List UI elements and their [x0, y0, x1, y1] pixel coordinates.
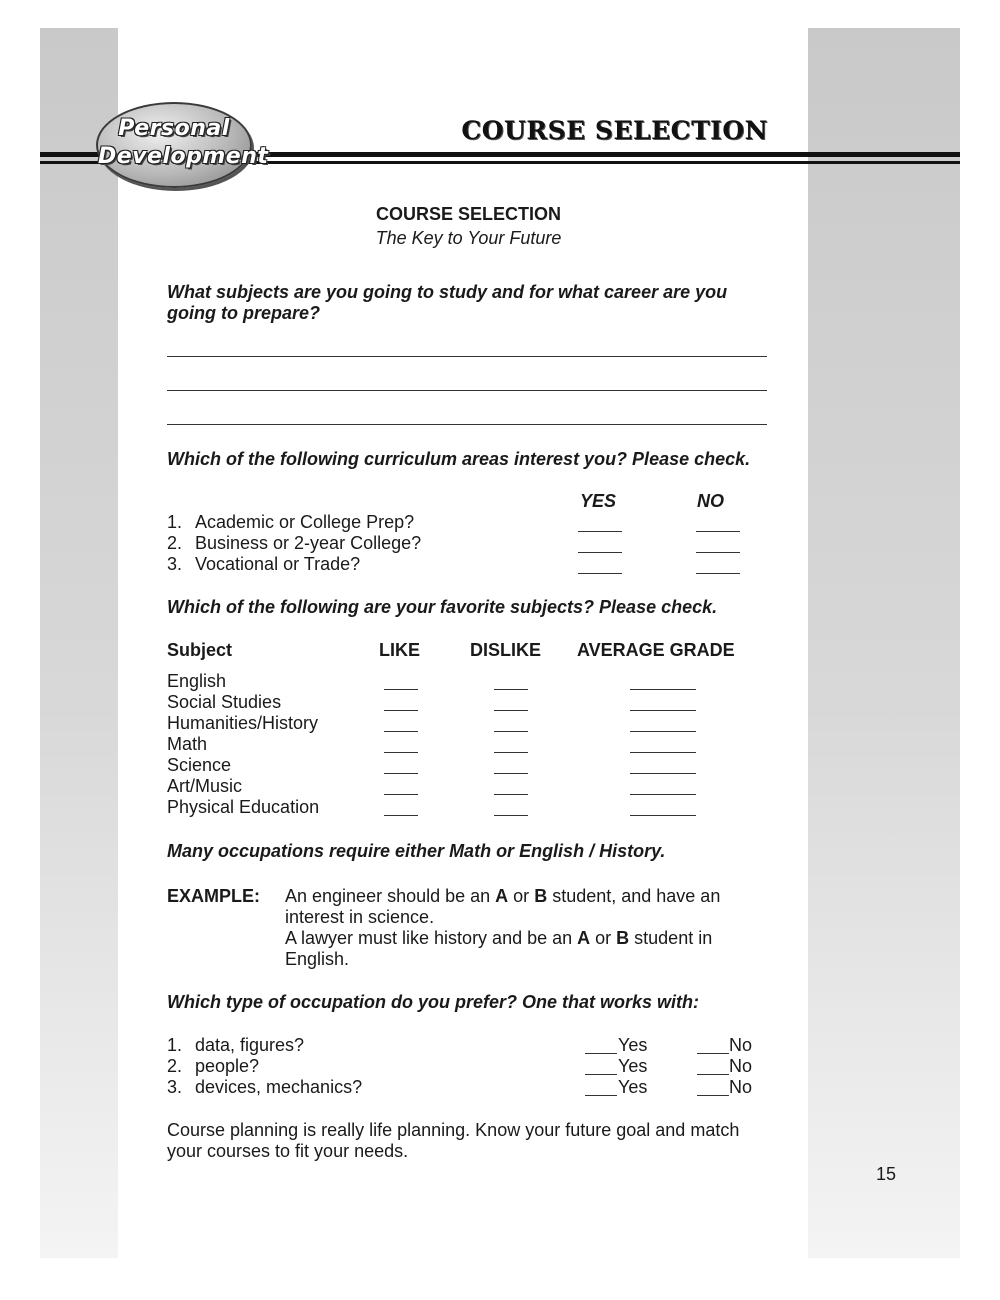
dislike-column-header: DISLIKE [470, 640, 542, 660]
yes-label: Yes [618, 1077, 648, 1097]
no-blank[interactable] [697, 1095, 729, 1096]
no-label: No [729, 1035, 753, 1055]
curriculum-item: 1. Academic or College Prep? [167, 512, 415, 532]
dislike-blank[interactable] [494, 794, 528, 795]
dislike-blank[interactable] [494, 710, 528, 711]
no-column-header: NO [697, 491, 724, 511]
occupation-item: 1. data, figures? [167, 1035, 305, 1055]
subject-row: Physical Education [167, 797, 320, 817]
grade-blank[interactable] [630, 689, 696, 690]
question-favorite-subjects: Which of the following are your favorite subjects? Please check. [167, 597, 718, 617]
no-blank[interactable] [697, 1074, 729, 1075]
grade-blank[interactable] [630, 752, 696, 753]
yes-blank[interactable] [585, 1074, 617, 1075]
no-label: No [729, 1056, 753, 1076]
like-blank[interactable] [384, 752, 418, 753]
grade-blank[interactable] [630, 773, 696, 774]
title-block [167, 202, 770, 250]
occupation-item: 3. devices, mechanics? [167, 1077, 363, 1097]
yes-label: Yes [618, 1056, 648, 1076]
answer-line[interactable] [167, 390, 767, 391]
section-subtitle: The Key to Your Future [375, 228, 562, 248]
like-column-header: LIKE [379, 640, 421, 660]
yes-checkbox-line[interactable] [578, 531, 622, 532]
like-blank[interactable] [384, 794, 418, 795]
grade-blank[interactable] [630, 731, 696, 732]
yes-column-header: YES [580, 491, 617, 511]
subject-row: Humanities/History [167, 713, 319, 733]
subject-row: English [167, 671, 227, 691]
grade-column-header: AVERAGE GRADE [577, 640, 735, 660]
answer-line[interactable] [167, 356, 767, 357]
grade-blank[interactable] [630, 794, 696, 795]
dislike-blank[interactable] [494, 731, 528, 732]
question-occupation-type: Which type of occupation do you prefer? One that works with: [167, 992, 700, 1012]
page-number: 15 [876, 1164, 897, 1184]
dislike-blank[interactable] [494, 815, 528, 816]
logo-line-1: Personal [118, 116, 230, 141]
yes-label: Yes [618, 1035, 648, 1055]
left-gray-band [40, 28, 118, 1258]
curriculum-item: 3. Vocational or Trade? [167, 554, 361, 574]
like-blank[interactable] [384, 689, 418, 690]
no-checkbox-line[interactable] [696, 552, 740, 553]
page-header-title: COURSE SELECTION [461, 116, 768, 145]
subject-row: Math [167, 734, 208, 754]
like-blank[interactable] [384, 710, 418, 711]
yes-blank[interactable] [585, 1095, 617, 1096]
yes-blank[interactable] [585, 1053, 617, 1054]
grade-blank[interactable] [630, 815, 696, 816]
no-blank[interactable] [697, 1053, 729, 1054]
personal-development-logo [96, 102, 269, 188]
like-blank[interactable] [384, 815, 418, 816]
section-heading: COURSE SELECTION [375, 204, 562, 224]
like-blank[interactable] [384, 773, 418, 774]
subject-row: Social Studies [167, 692, 282, 712]
dislike-blank[interactable] [494, 752, 528, 753]
dislike-blank[interactable] [494, 773, 528, 774]
curriculum-item: 2. Business or 2-year College? [167, 533, 422, 553]
no-checkbox-line[interactable] [696, 531, 740, 532]
subject-column-header: Subject [167, 640, 233, 660]
no-label: No [729, 1077, 753, 1097]
subject-row: Science [167, 755, 232, 775]
example-text: An engineer should be an A or B student, and have an interest in science. A lawyer must like history and be an A or B student in English. [285, 886, 721, 969]
answer-line[interactable] [167, 424, 767, 425]
logo-line-2: Development [98, 144, 269, 169]
no-checkbox-line[interactable] [696, 573, 740, 574]
closing-text: Course planning is really life planning. Know your future goal and match your courses to fit your needs. [167, 1120, 740, 1161]
grade-blank[interactable] [630, 710, 696, 711]
dislike-blank[interactable] [494, 689, 528, 690]
occupation-note: Many occupations require either Math or English / History. [167, 841, 666, 861]
example-label: EXAMPLE: [167, 886, 261, 906]
yes-checkbox-line[interactable] [578, 573, 622, 574]
right-gray-band [808, 28, 960, 1258]
like-blank[interactable] [384, 731, 418, 732]
question-career: What subjects are you going to study and for what career are you going to prepare? [167, 282, 728, 323]
yes-checkbox-line[interactable] [578, 552, 622, 553]
question-curriculum: Which of the following curriculum areas interest you? Please check. [167, 449, 751, 469]
subject-row: Art/Music [167, 776, 243, 796]
occupation-item: 2. people? [167, 1056, 260, 1076]
